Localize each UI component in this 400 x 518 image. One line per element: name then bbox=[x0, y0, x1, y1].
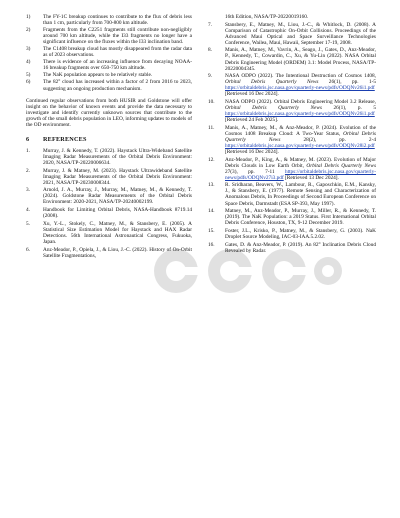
finding-item: 6) The 82° cloud has increased within a factor of 2 from 2016 to 2023, suggesting an ongoing production mechanism. bbox=[26, 79, 192, 92]
finding-item: 4) There is evidence of an increasing influence from decaying NOAA-16 breakup fragments over 650-750 km altitude. bbox=[26, 59, 192, 72]
left-column bbox=[26, 14, 192, 260]
reference-item: 12. Anz-Meador, P., King, A., & Matney, M. (2023). Evolution of Major Debris Clouds in Low Earth Orbit, Orbital Debris Quarterly News 27(3), pp. 7-11 https://orbitaldebris.jsc.nasa.gov/quarterly-news/pdfs/ODQNv27i3.pdf [Retrieved 13 Dec 2024]. bbox=[208, 156, 376, 181]
reference-item: 15. Foster, J.L., Krisko, P., Matney, M., & Stansbery, G. (2003). NaK Droplet Source Modeling, IAC-03-IAA.5.2.02. bbox=[208, 227, 376, 240]
finding-item: 2) Fragments from the C2251 fragments still contribute non-negligibly around 700 km altitude, while the I33 fragments no longer have a significant influence on the fluxes within the I33 inclination band. bbox=[26, 27, 192, 46]
references-list-right bbox=[208, 14, 376, 254]
reference-item: 6. Anz-Meador, P., Opiela, J., & Liou, J.-C. (2022). History of On-Orbit Satellite Fragmentations, bbox=[26, 246, 192, 259]
findings-list bbox=[26, 14, 192, 92]
reference-link[interactable]: https://orbitaldebris.jsc.nasa.gov/quarterly-news/pdfs/ODQNv26i1.pdf bbox=[225, 111, 375, 118]
reference-item: 7. Stansbery, E., Matney, M., Liou, J.-C., & Whitlock, D. (2008). A Comparison of Catastrophic On-Orbit Collisions. Proceedings of the Advanced Maui Optical and Space Surveillance Technologies Conference, Wailea, Maui, Hawaii, September 17-19, 2008. bbox=[208, 21, 376, 46]
reference-item: 16. Gates, D. & Anz-Meador, P. (2019). An 82° Inclination Debris Cloud Revealed by Radar. bbox=[208, 241, 376, 254]
reference-item: 4. Handbook for Limiting Orbital Debris, NASA-Handbook 8719.14 (2008). bbox=[26, 207, 192, 220]
reference-item: 11. Manis, A., Matney, M., & Anz-Meador, P. (2024). Evolution of the Cosmos 1408 Breakup Cloud: A Two-Year Status, Orbital Debris Quarterly News 28(2), pp. 2-4 https://orbitaldebris.jsc.nasa.gov/quarterly-news/pdfs/ODQNv28i2.pdf [Retrieved 16 Dec 2024]. bbox=[208, 124, 376, 155]
finding-item: 3) The C1408 breakup cloud has mostly disappeared from the radar data as of 2023 observations. bbox=[26, 46, 192, 59]
reference-link[interactable]: https://orbitaldebris.jsc.nasa.gov/quarterly-news/pdfs/ODQNv27i3.pdf bbox=[225, 168, 376, 181]
section-heading bbox=[26, 137, 192, 143]
reference-item: 1. Murray, J. & Kennedy, T. (2022). Haystack Ultra-Wideband Satellite Imaging Radar Measurements of the Orbital Debris Environment: 2020, NASA/TP-20220006634. bbox=[26, 147, 192, 166]
reference-item: 10. NASA ODPO (2022). Orbital Debris Engineering Model 3.2 Release, Orbital Debris Quarterly News 26(1), p. 5 https://orbitaldebris.jsc.nasa.gov/quarterly-news/pdfs/ODQNv26i1.pdf [Retrieved 24 Feb 2025]. bbox=[208, 98, 376, 124]
reference-item: 5. Xu, Y.-L., Stokely, C., Matney, M., & Stansbery, E. (2005). A Statistical Size Estimation Model for Haystack and HAX Radar Detections. 56th International Astronautical Congress, Fukuoka, Japan. bbox=[26, 220, 192, 245]
reference-item: 13. R. Sridharan, Beavers, W., Lambour, R., Gaposchkin, E.M., Kansky, J., & Stansbery, E. (1977). Remote Sensing and Characterization of Anomalous Debris, In Proceedings of Second European Conference on Space Debris, Darmstadt (ESA SP-393, May 1997). bbox=[208, 182, 376, 207]
reference-link[interactable]: https://orbitaldebris.jsc.nasa.gov/quarterly-news/pdfs/ODQNv26i1.pdf bbox=[225, 85, 375, 92]
reference-item: 2. Murray, J. & Matney, M. (2023). Haystack Ultrawideband Satellite Imaging Radar Measurements of the Orbital Debris Environment: 2021, NASA/TP-20230008344. bbox=[26, 167, 192, 186]
reference-item: 9. NASA ODPO (2022). The Intentional Destruction of Cosmos 1408, Orbital Debris Quarterly News 26(1), pp. 1-5 https://orbitaldebris.jsc.nasa.gov/quarterly-news/pdfs/ODQNv26i1.pdf [Retrieved 16 Dec 2024]. bbox=[208, 73, 376, 98]
reference-item: 8. Manis, A., Matney, M., Vavrin, A., Seago, J., Gates, D., Anz-Meador, P., Kennedy, T., Cowardin, C., Xu, & Yu-Lin (2022). NASA Orbital Debris Engineering Model (ORDEM) 3.1: Model Process, NASA/TP-20220004345. bbox=[208, 47, 376, 72]
right-column bbox=[208, 14, 376, 255]
section-number: 6 bbox=[26, 135, 30, 143]
reference-link[interactable]: https://orbitaldebris.jsc.nasa.gov/quarterly-news/pdfs/ODQNv28i2.pdf bbox=[225, 142, 375, 149]
references-list-left bbox=[26, 148, 192, 259]
reference-item: 14. Matney, M., Anz-Meador, P., Murray, J., Miller, R., & Kennedy, T. (2019). The NaK Population: a 2019 Status. First International Orbital Debris Conference, Houston, TX, 9-12 December 2019. bbox=[208, 208, 376, 227]
finding-item: 1) The FY-1C breakup continues to contribute to the flux of debris less than 1 cm, particularly from 700-800 km altitude. bbox=[26, 14, 192, 27]
section-title: REFERENCES bbox=[43, 135, 87, 143]
closing-paragraph: Continued regular observations from both HUSIR and Goldstone will offer insight on the behavior of known events and provide the data necessary to investigate and identify currently unknown sources that contribute to the growth of the small debris population in LEO, informing updates to models of the OD environment. bbox=[26, 97, 192, 128]
reference-item: 3. Arnold, J. A., Murray, J., Murray, M., Matney, M., & Kennedy, T. (2024). Goldstone Radar Measurements of the Orbital Debris Environment: 2020-2021, NASA/TP-20240002199. bbox=[26, 187, 192, 206]
reference-item: 16th Edition, NASA/TP-20220019160. bbox=[225, 14, 309, 20]
finding-item: 5) The NaK population appears to be relatively stable. bbox=[26, 72, 153, 79]
